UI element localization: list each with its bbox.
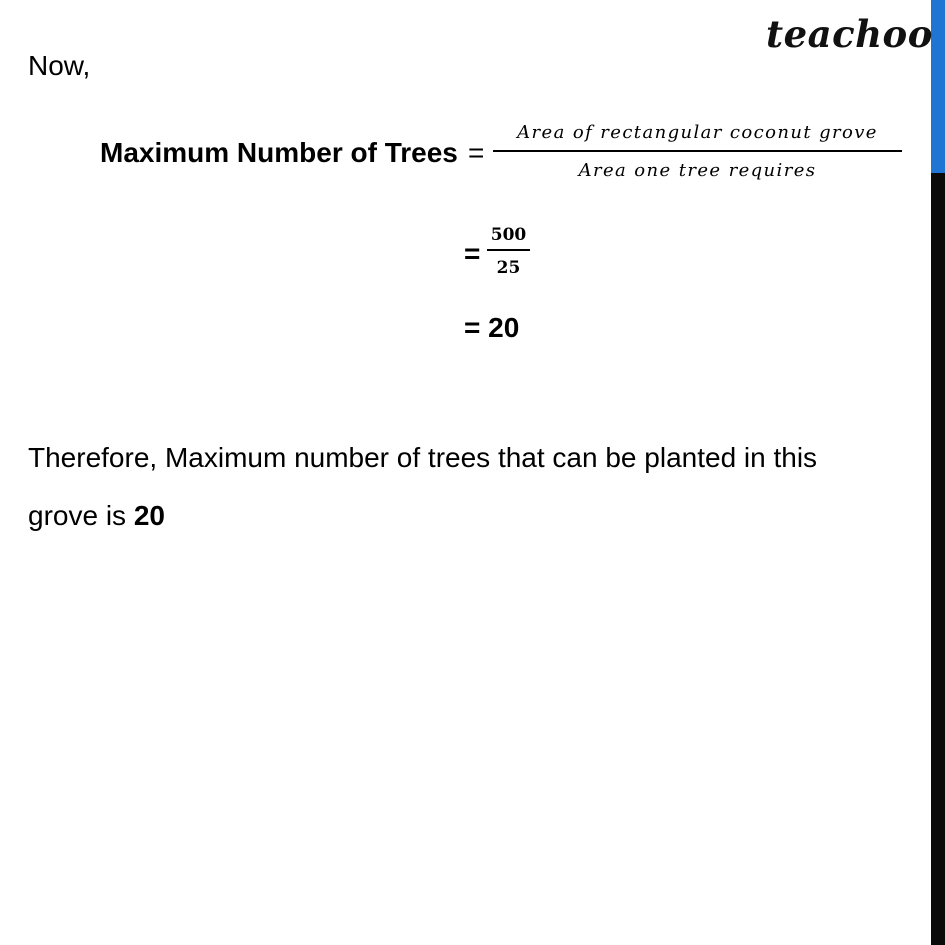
step-numerator: 500 [490,225,527,245]
formula-fraction [493,120,902,184]
formula-label: Maximum Number of Trees [100,137,458,168]
result-value: = 20 [464,312,520,343]
step-denominator: 25 [496,258,521,278]
formula-numerator: Area of rectangular coconut grove [517,122,878,143]
step-equals-sign: = [464,238,481,269]
formula-equals-sign: = [468,137,485,168]
formula-denominator: Area one tree requires [578,160,817,181]
formula-fraction-bar [493,150,902,152]
side-bar-accent [931,0,945,173]
conclusion-line-2 [28,499,165,533]
step-fraction-bar [487,249,530,251]
conclusion-prefix: grove is [28,500,134,531]
conclusion-answer: 20 [133,500,165,531]
intro-text: Now, [28,50,91,81]
conclusion-line-1: Therefore, Maximum number of trees that can be planted in this [28,442,818,473]
side-scroll-bar [931,0,945,945]
step-fraction [487,224,530,279]
teachoo-logo: teachoo [766,12,933,56]
